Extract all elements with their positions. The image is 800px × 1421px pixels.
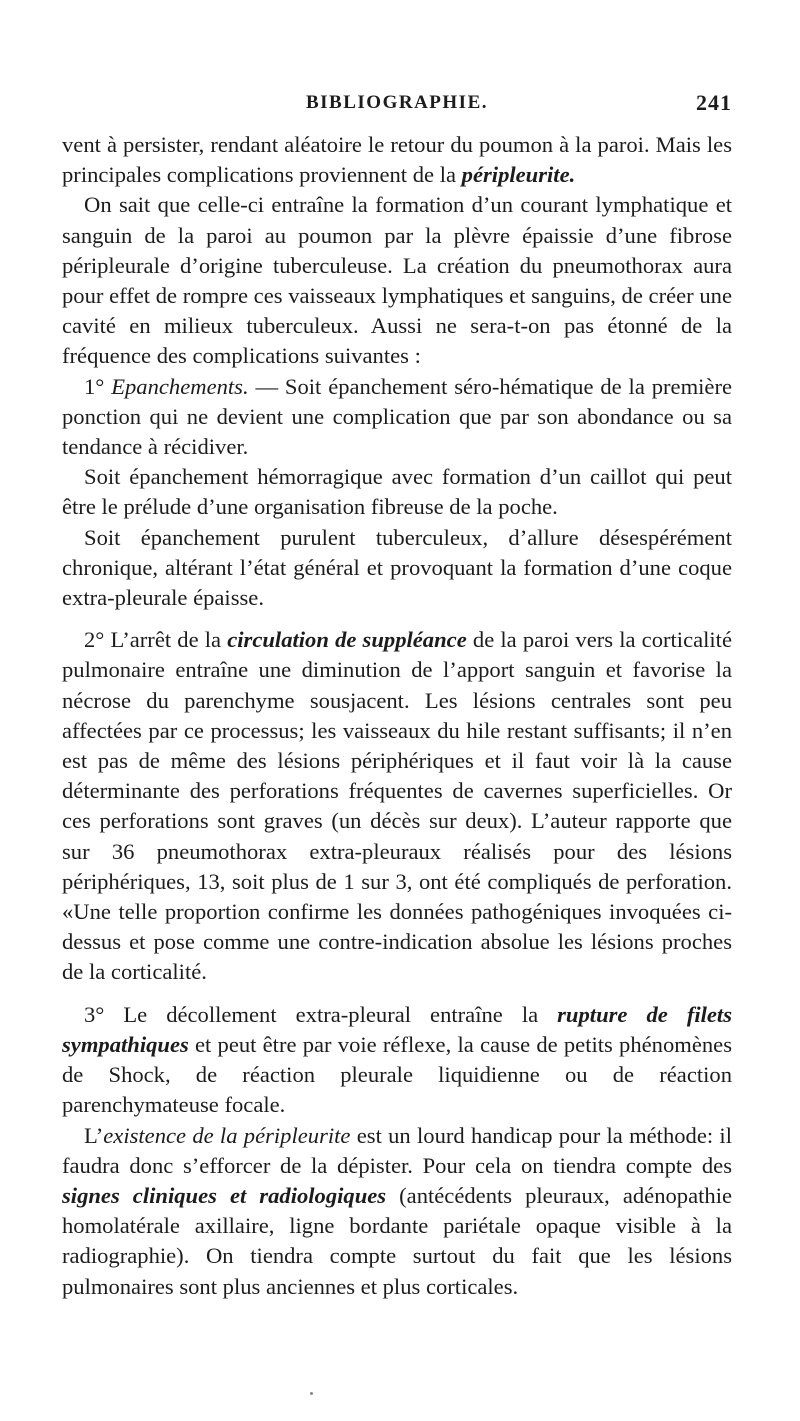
- running-title: BIBLIOGRAPHIE.: [305, 92, 488, 113]
- paragraph-intro: [62, 190, 732, 371]
- emphasis-run: péripleurite.: [461, 162, 576, 188]
- emphasis-run: signes cliniques et radiologiques: [62, 1182, 387, 1208]
- text-run: et peut être par voie réflexe, la cause de petits phénomènes de Shock, de réaction pleurale liquidienne ou de réaction parenchymateuse focale.: [62, 1031, 732, 1118]
- book-page: [62, 92, 732, 1302]
- text-run: (antécédents pleuraux, adénopathie homolatérale axillaire, ligne bordante pariétale opaque visible à la radiographie). On tiendra compte surtout du fait que les lésions pulmonaires sont plus anciennes et plus corticales.: [62, 1182, 732, 1299]
- paragraph-complication-3: [62, 1000, 732, 1121]
- emphasis-run: rupture de filets sympathiques: [62, 1001, 732, 1057]
- text-run: 3° Le décollement extra-pleural entraîne la: [84, 1001, 558, 1027]
- emphasis-run: Epanchements.: [111, 373, 249, 399]
- emphasis-run: existence de la péripleurite: [103, 1122, 351, 1148]
- text-run: L’: [84, 1122, 104, 1148]
- text-run: est un lourd handicap pour la méthode: il faudra donc s’efforcer de la dépister. Pour cela on tiendra compte des: [62, 1122, 732, 1178]
- page-number: 241: [696, 90, 732, 115]
- paragraph-complication-1: [62, 372, 732, 463]
- paragraph-complication-2: [62, 625, 732, 987]
- text-run: vent à persister, rendant aléatoire le retour du poumon à la paroi. Mais les principales complications proviennent de la: [62, 132, 732, 188]
- text-run: On sait que celle-ci entraîne la formation d’un courant lymphatique et sanguin de la paroi au poumon par la plèvre épaissie d’une fibrose péripleurale d’origine tuberculeuse. La création du pneumothorax aura pour effet de rompre ces vaisseaux lymphatiques et sanguins, de créer une cavité en milieux tuberculeux. Aussi ne sera-t-on pas étonné de la fréquence des complications suivantes :: [62, 192, 732, 369]
- paragraph-purulent: [62, 523, 732, 614]
- text-run: Soit épanchement purulent tuberculeux, d’allure désespérément chronique, altérant l’état général et provoquant la formation d’une coque extra-pleurale épaisse.: [62, 524, 732, 611]
- paragraph-hemorrhagic: [62, 462, 732, 522]
- paragraph-conclusion: [62, 1121, 732, 1302]
- paragraph-continuation: [62, 130, 732, 190]
- text-run: 1°: [84, 373, 112, 399]
- text-run: — Soit épanchement séro-hématique de la première ponction qui ne devient une complication que par son abondance ou sa tendance à récidiver.: [62, 373, 732, 460]
- text-run: de la paroi vers la corticalité pulmonaire entraîne une diminution de l’apport sanguin et favorise la nécrose du parenchyme sousjacent. Les lésions centrales sont peu affectées par ce processus; les vaisseaux du hile restant suffisants; il n’en est pas de même des lésions périphériques et il faut voir là la cause déterminante des perforations fréquentes de cavernes superficielles. Or ces perforations sont graves (un décès sur deux). L’auteur rapporte que sur 36 pneumothorax extra-pleuraux réalisés pour des lésions périphériques, 13, soit plus de 1 sur 3, ont été compliqués de perforation. «Une telle proportion confirme les données pathogéniques invoquées ci-dessus et pose comme une contre-indication absolue les lésions proches de la corticalité.: [62, 627, 732, 985]
- body-text: [62, 130, 732, 1302]
- emphasis-run: circulation de suppléance: [227, 627, 467, 653]
- print-speck: [310, 1392, 313, 1395]
- text-run: Soit épanchement hémorragique avec formation d’un caillot qui peut être le prélude d’une organisation fibreuse de la poche.: [62, 464, 732, 520]
- running-header: [62, 92, 732, 126]
- text-run: 2° L’arrêt de la: [84, 627, 228, 653]
